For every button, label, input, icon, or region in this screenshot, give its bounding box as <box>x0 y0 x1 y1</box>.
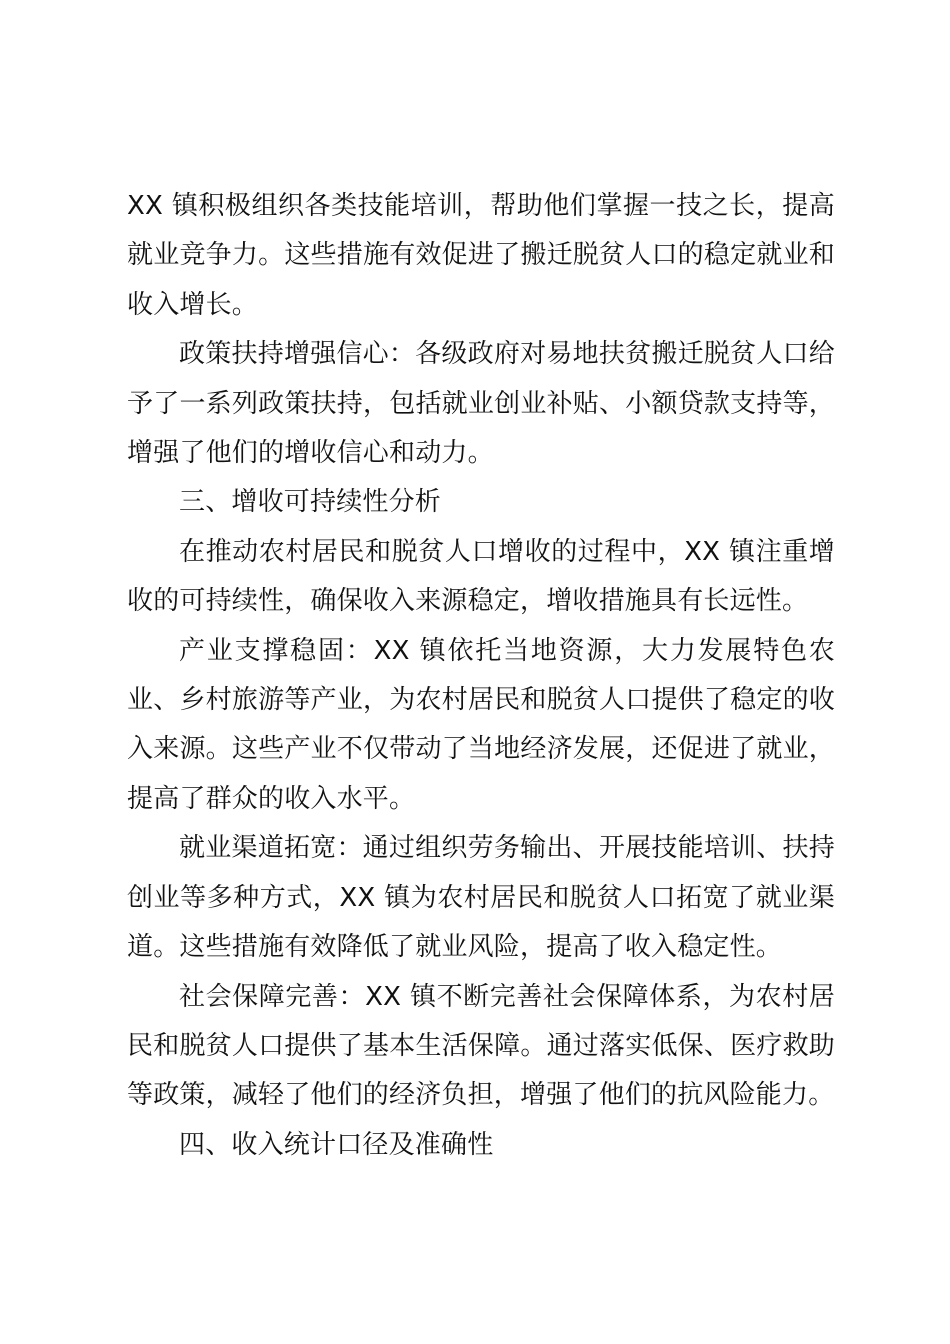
section-heading-sustainability: 三、增收可持续性分析 <box>179 487 442 518</box>
paragraph-policy-support: 政策扶持增强信心：各级政府对易地扶贫搬迁脱贫人口给予了一系列政策扶持，包括就业创业补贴、小额贷款支持等，增强了他们的增收信心和动力。 <box>127 339 835 469</box>
paragraph-employment-channels: 就业渠道拓宽：通过组织劳务输出、开展技能培训、扶持创业等多种方式，XX 镇为农村居民和脱贫人口拓宽了就业渠道。这些措施有效降低了就业风险，提高了收入稳定性。 <box>127 833 835 963</box>
paragraph-social-security: 社会保障完善：XX 镇不断完善社会保障体系，为农村居民和脱贫人口提供了基本生活保障。通过落实低保、医疗救助等政策，减轻了他们的经济负担，增强了他们的抗风险能力。 <box>127 981 835 1111</box>
paragraph-sustainability-intro: 在推动农村居民和脱贫人口增收的过程中，XX 镇注重增收的可持续性，确保收入来源稳定，增收措施具有长远性。 <box>127 536 835 617</box>
paragraph-skills-training-continued: XX 镇积极组织各类技能培训，帮助他们掌握一技之长，提高就业竞争力。这些措施有效促进了搬迁脱贫人口的稳定就业和收入增长。 <box>127 191 835 320</box>
paragraph-industry-support: 产业支撑稳固：XX 镇依托当地资源，大力发展特色农业、乡村旅游等产业，为农村居民和脱贫人口提供了稳定的收入来源。这些产业不仅带动了当地经济发展，还促进了就业，提高了群众的收入水平。 <box>127 635 835 814</box>
document-body <box>127 182 835 1170</box>
section-heading-income-statistics: 四、收入统计口径及准确性 <box>179 1129 494 1160</box>
